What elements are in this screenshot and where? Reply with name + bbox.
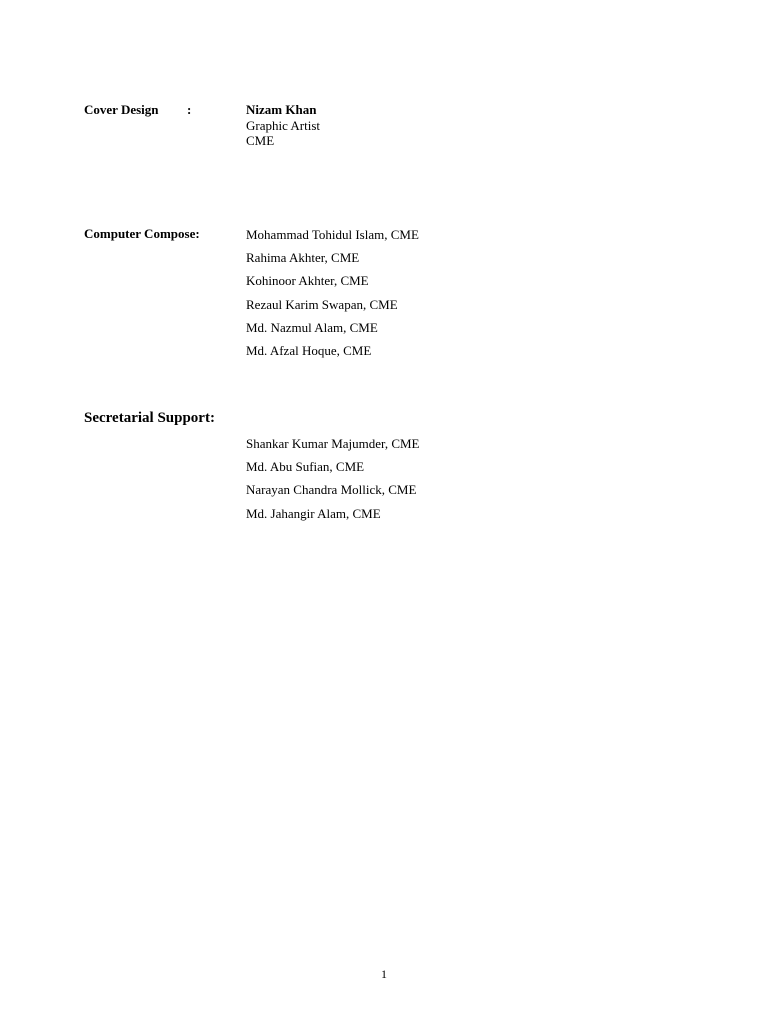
secretarial-support-label: Secretarial Support: xyxy=(84,410,215,426)
list-item: Rahima Akhter, CME xyxy=(246,250,360,266)
secretarial-support-list xyxy=(246,435,420,528)
cover-designer-name: Nizam Khan xyxy=(246,102,317,117)
list-item: Rezaul Karim Swapan, CME xyxy=(246,296,398,312)
cover-design-colon: : xyxy=(187,102,192,117)
list-item: Kohinoor Akhter, CME xyxy=(246,273,369,289)
list-item: Md. Abu Sufian, CME xyxy=(246,459,365,475)
computer-compose-label: Computer Compose: xyxy=(84,226,200,241)
list-item: Md. Afzal Hoque, CME xyxy=(246,342,372,358)
cover-design-label: Cover Design xyxy=(84,102,159,117)
cover-design-credit xyxy=(246,102,320,149)
cover-designer-org: CME xyxy=(246,133,275,148)
list-item: Md. Nazmul Alam, CME xyxy=(246,319,378,335)
cover-designer-title: Graphic Artist xyxy=(246,117,321,133)
list-item: Mohammad Tohidul Islam, CME xyxy=(246,227,419,242)
list-item: Narayan Chandra Mollick, CME xyxy=(246,482,417,498)
computer-compose-list xyxy=(246,226,419,365)
list-item: Shankar Kumar Majumder, CME xyxy=(246,436,420,451)
page-number: 1 xyxy=(381,967,387,981)
list-item: Md. Jahangir Alam, CME xyxy=(246,505,381,521)
